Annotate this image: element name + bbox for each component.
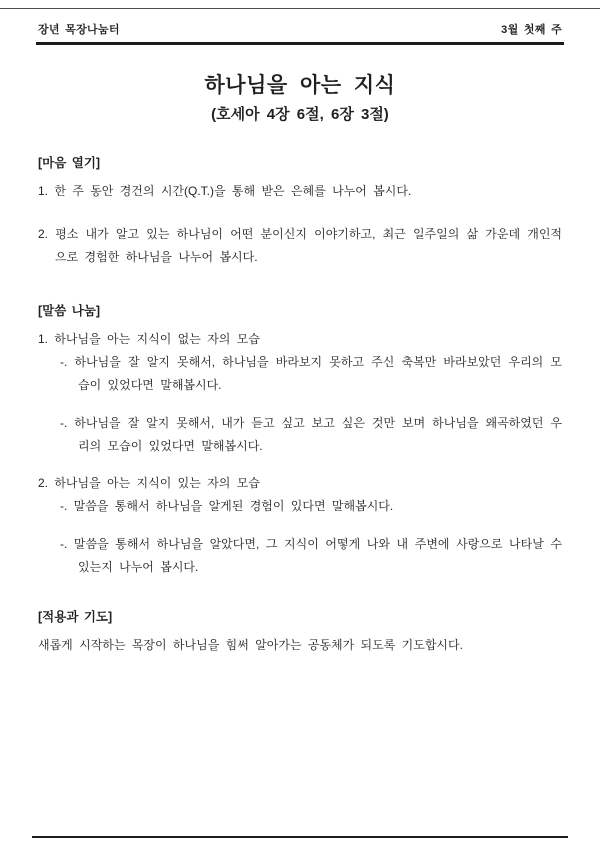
sharing-question-2: 2. 하나님을 아는 지식이 있는 자의 모습 <box>38 476 260 490</box>
footer-rule <box>32 836 568 838</box>
page-header <box>38 0 562 37</box>
header-rule <box>36 42 564 45</box>
section-word-sharing <box>38 301 562 579</box>
section-opening-heading: [마음 열기] <box>38 156 101 170</box>
sharing-question-1-sub-2: -. 하나님을 잘 알지 못해서, 내가 듣고 싶고 보고 싶은 것만 보며 하나님을 왜곡하였던 우리의 모습이 있었다면 말해봅시다. <box>60 416 562 453</box>
sharing-question-1-sub-1: -. 하나님을 잘 알지 못해서, 하나님을 바라보지 못하고 주신 축복만 바라보았던 우리의 모습이 있었다면 말해봅시다. <box>60 355 562 392</box>
page-subtitle: (호세아 4장 6절, 6장 3절) <box>211 106 389 123</box>
sharing-question-1: 1. 하나님을 아는 지식이 없는 자의 모습 <box>38 332 260 346</box>
application-prayer-text: 새롭게 시작하는 목장이 하나님을 힘써 알아가는 공동체가 되도록 기도합시다. <box>38 638 463 652</box>
opening-item-1: 1. 한 주 동안 경건의 시간(Q.T.)을 통해 받은 은혜를 나누어 봅시다. <box>38 184 412 198</box>
section-word-sharing-heading: [말씀 나눔] <box>38 304 101 318</box>
top-hairline <box>0 8 600 9</box>
header-right-text: 3월 첫째 주 <box>501 24 562 36</box>
opening-item-2: 2. 평소 내가 알고 있는 하나님이 어떤 분이신지 이야기하고, 최근 일주일의 삶 가운데 개인적으로 경험한 하나님을 나누어 봅시다. <box>38 227 562 264</box>
section-application-prayer <box>38 607 562 657</box>
section-application-prayer-heading: [적용과 기도] <box>38 610 113 624</box>
section-opening <box>38 153 562 269</box>
sharing-question-2-sub-2: -. 말씀을 통해서 하나님을 알았다면, 그 지식이 어떻게 나와 내 주변에 사랑으로 나타날 수 있는지 나누어 봅시다. <box>60 537 562 574</box>
header-left-text: 장년 목장나눔터 <box>38 24 120 36</box>
sharing-question-2-sub-1: -. 말씀을 통해서 하나님을 알게된 경험이 있다면 말해봅시다. <box>60 499 394 513</box>
page-title: 하나님을 아는 지식 <box>204 74 396 97</box>
